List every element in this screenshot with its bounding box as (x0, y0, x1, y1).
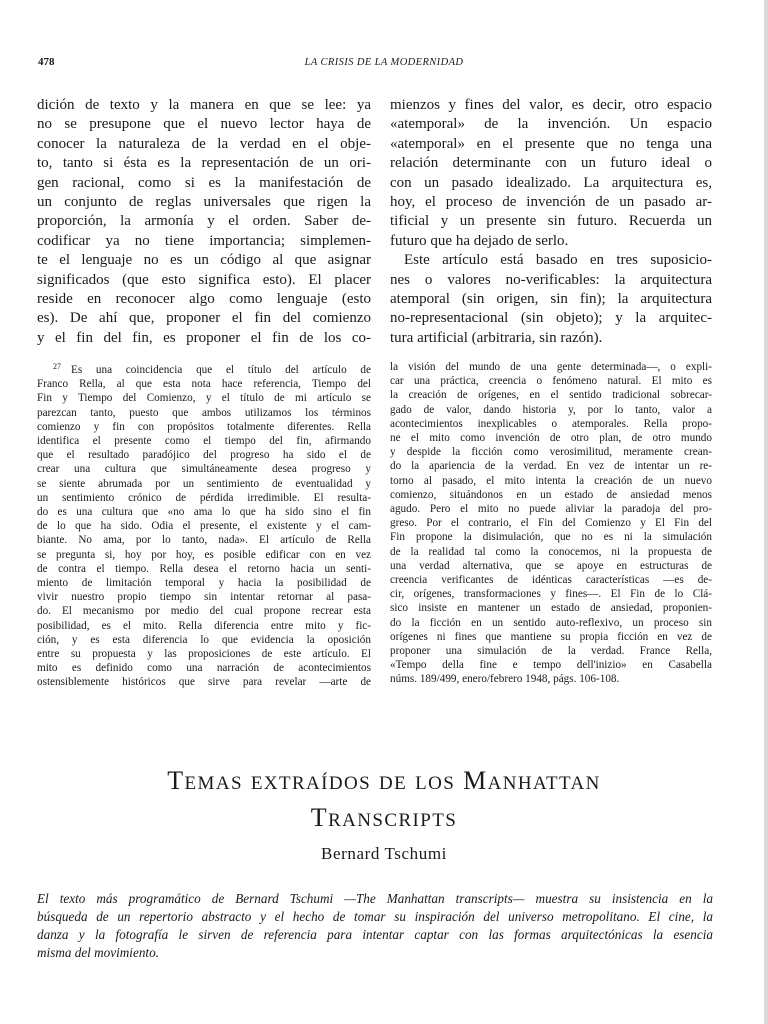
footnote-line: do es una cultura que «no ama lo que ha sido sino el fin (37, 506, 371, 519)
footnote-line: miento de limitación temporal y hacia la posibilidad de (37, 577, 371, 590)
text-line: hoy, el proceso de invención de un pasado ar- (390, 194, 712, 211)
footnote-line: sico insiste en mantener un estado de ansiedad, proponien- (390, 602, 712, 615)
footnote-line: de contra el tiempo. Rella desea el retorno hacia un senti- (37, 562, 371, 575)
article-title (0, 764, 768, 838)
text-line: y el fin del fin, es proponer el fin de los co- (37, 329, 371, 346)
footnote-line: cir, orígenes, transformaciones y fines—. El Fin de lo Clá- (390, 588, 712, 601)
footnote-line: núms. 189/499, enero/febrero 1948, págs. 106-108. (390, 673, 620, 686)
footnote-line: de la realidad tal como la conocemos, ni la propuesta de (390, 545, 712, 558)
footnote-line: proponer una simulación de la verdad. France Rella, (390, 645, 712, 658)
footnote-line: mito es definido como una narración de acontecimientos (37, 662, 371, 675)
footnote-line: se pregunta si, hoy por hoy, es posible edificar con en vez (37, 548, 371, 561)
text-line: atemporal (sin origen, sin fin); la arquitectura (390, 291, 712, 308)
footnote-line: creencia verificantes de idénticas características —es de- (390, 574, 712, 587)
text-line: relación determinante con un futuro ideal o (390, 155, 712, 172)
text-line: to, tanto si ésta es la representación de un ori- (37, 155, 371, 172)
text-line: no se presupone que el nuevo lector haya de (37, 116, 371, 133)
footnote-line: entre su propuesta y las proposiciones de este artículo. El (37, 648, 371, 661)
footnote-line: un sentimiento crónico de pérdida irredimible. El resulta- (37, 491, 371, 504)
text-line: Este artículo está basado en tres suposicio- (404, 252, 712, 269)
text-line: reside en reconocer algo como lenguaje (esto (37, 291, 371, 308)
text-line: con un pasado idealizado. La arquitectura es, (390, 174, 712, 191)
footnote-line: de lo que ha sido. Odia el presente, el existente y el cam- (37, 520, 371, 533)
footnote-line: gado de valor, dando historia y, por lo tanto, valor a (390, 403, 712, 416)
text-line: codificar ya no tiene importancia; simplemen- (37, 232, 371, 249)
footnote-line: vivir nuestro propio tiempo sin intentar retornar al pasa- (37, 591, 371, 604)
footnote-line: orígenes ni fines que mantiene su propia ficción en vez de (390, 630, 712, 643)
footnote-line: crear una cultura que simultáneamente desea progreso y (37, 463, 371, 476)
footnote-line: y despide la ficción como verosimilitud, meramente crean- (390, 446, 712, 459)
text-line: mienzos y fines del valor, es decir, otro espacio (390, 97, 712, 113)
footnote-line: «Tempo della fine e tempo dell'inizio» en Casabella (390, 659, 712, 672)
text-line: «atemporal» de la invención. Un espacio (390, 116, 712, 133)
footnote-line: do la ficción en un sentido auto-reflexivo, un proceso sin (390, 616, 712, 629)
footnote-line: agudo. Pero el mito no puede aliviar la paradoja del pro- (390, 503, 712, 516)
text-line: «atemporal» en el presente que no tenga una (390, 135, 712, 152)
text-line: futuro que ha dejado de serlo. (390, 232, 569, 249)
article-title-line: TRANSCRIPTS (310, 803, 458, 832)
footnote-line: Fin y Tiempo del Comienzo, y el título de mi artículo se (37, 392, 371, 405)
abstract-line: misma del movimiento. (37, 945, 159, 960)
footnote-line: comienzo, situándonos en un estado de ansiedad menos (390, 488, 712, 501)
footnote-line: se siente abrumada por un sentimiento de eventualidad y (37, 477, 371, 490)
footnote-line: identifica el presente como el tiempo del fin, afirmando (37, 435, 371, 448)
abstract-line: danza y la fotografía le sirven de referencia para intentar captar con las formas arquitectónicas la esencia (37, 927, 713, 942)
text-line: es). De ahí que, proponer el fin del comienzo (37, 310, 371, 327)
footnote-line: comienzo y fin con propósitos totalmente diferentes. Rella (37, 420, 371, 433)
abstract-line: El texto más programático de Bernard Tschumi —The Manhattan transcripts— muestra su insistencia en la (37, 891, 713, 906)
running-head: LA CRISIS DE LA MODERNIDAD (304, 57, 464, 68)
footnote-line: ción, y es esta diferencia lo que evidencia la oposición (37, 633, 371, 646)
footnote-line: parezcan tanto, puesto que ambos utilizamos los términos (37, 406, 371, 419)
footnote-line: la visión del mundo de una gente determinada—, o expli- (390, 361, 712, 373)
main-column-right (390, 96, 712, 348)
footnote-line: ne el mito como invención de otro plan, de otro mundo (390, 432, 712, 445)
article-abstract (37, 890, 713, 962)
footnote-marker: 27 (53, 362, 61, 371)
footnote-line: Franco Rella, al que esta nota hace referencia, Tiempo del (37, 378, 371, 391)
text-line: no-representacional (sin objeto); y la arquitec- (390, 310, 712, 327)
text-line: dición de texto y la manera en que se lee: ya (37, 97, 371, 113)
abstract-line: búsqueda de un repertorio abstracto y el hecho de tomar su inspiración del universo metropolitano. El cine, la (37, 909, 713, 924)
footnote-line: greso. Por el contrario, el Fin del Comienzo y El Fin del (390, 517, 712, 530)
footnote-line: acontecimientos inexplicables o atemporales. Rella propo- (390, 417, 712, 430)
footnote-column-right (390, 360, 712, 687)
footnote-line: do la apariencia de la verdad. En vez de intentar un re- (390, 460, 712, 473)
article-author: Bernard Tschumi (321, 844, 447, 863)
footnote-line: la creación de orígenes, en el sentido tradicional sobrecar- (390, 389, 712, 402)
text-line: gen racional, como si es la manifestación de (37, 174, 371, 191)
footnote-line: Fin propone la disimulación, que no es ni la simulación (390, 531, 712, 544)
text-line: tificial y un presente sin futuro. Recuerda un (390, 213, 712, 230)
page-edge-shadow (764, 0, 768, 1024)
footnote-line: torno al pasado, el mito intenta la creación de un nuevo (390, 474, 712, 487)
text-line: conocer la naturaleza de la verdad en el obje- (37, 135, 371, 152)
footnote-line: car una práctica, creencia o fenómeno natural. El mito es (390, 375, 712, 388)
footnote-line: biante. No ama, por lo tanto, nada». El artículo de Rella (37, 534, 371, 547)
page-number: 478 (38, 56, 55, 68)
main-column-left (37, 96, 371, 348)
footnote-line: que el resultado paradójico del progreso ha sido el de (37, 449, 371, 462)
text-line: te el lenguaje no es un código al que asignar (37, 252, 371, 269)
text-line: tura artificial (arbitraria, sin razón). (390, 329, 603, 346)
footnote-line: do. El mecanismo por medio del cual propone recrear esta (37, 605, 371, 618)
text-line: nes o valores no-verificables: la arquitectura (390, 271, 712, 288)
text-line: proporción, la armonía y el orden. Saber de- (37, 213, 371, 230)
text-line: significados (que esto significa esto). El placer (37, 271, 371, 288)
article-title-line: TEMAS EXTRAÍDOS DE LOS MANHATTAN (167, 766, 601, 795)
footnote-line: $^{27}$ Es una coincidencia que el título del artículo de (53, 362, 371, 376)
footnote-line: una verdad alternativa, que se apoye en estructuras de (390, 559, 712, 572)
text-line: un conjunto de reglas universales que rigen la (37, 194, 371, 211)
footnote-column-left (37, 360, 371, 690)
footnote-line: ostensiblemente históricos que sirve para revelar —arte de (37, 676, 371, 689)
footnote-line: posibilidad, es el mito. Rella diferencia entre mito y fic- (37, 619, 371, 632)
